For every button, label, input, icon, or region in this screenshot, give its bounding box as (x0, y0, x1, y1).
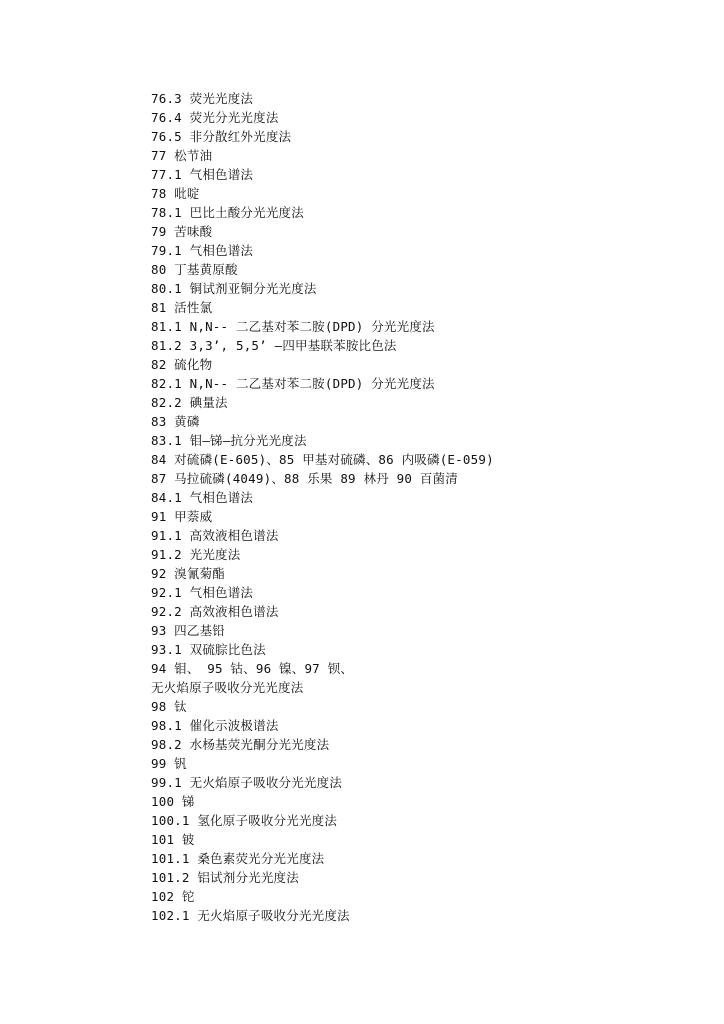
list-line: 78.1 巴比土酸分光光度法 (151, 205, 304, 220)
list-line: 102 铊 (151, 889, 195, 904)
list-line: 无火焰原子吸收分光光度法 (151, 680, 304, 695)
list-line: 82.1 N,N-- 二乙基对苯二胺(DPD) 分光光度法 (151, 376, 435, 391)
list-line: 77 松节油 (151, 148, 213, 163)
method-list (151, 89, 711, 925)
list-line: 92 溴氰菊酯 (151, 566, 225, 581)
list-line: 94 钼、 95 钴、96 镍、97 钡、 (151, 661, 354, 676)
list-line: 91.1 高效液相色谱法 (151, 528, 279, 543)
list-line: 84 对硫磷(E-605)、85 甲基对硫磷、86 内吸磷(E-059) (151, 452, 494, 467)
list-line: 80.1 铜试剂亚铜分光光度法 (151, 281, 317, 296)
list-line: 98.1 催化示波极谱法 (151, 718, 279, 733)
list-line: 79.1 气相色谱法 (151, 243, 254, 258)
list-line: 100.1 氢化原子吸收分光光度法 (151, 813, 338, 828)
list-line: 100 锑 (151, 794, 195, 809)
list-line: 91.2 光光度法 (151, 547, 241, 562)
list-line: 76.3 荧光光度法 (151, 91, 254, 106)
list-line: 91 甲萘威 (151, 509, 213, 524)
list-line: 80 丁基黄原酸 (151, 262, 238, 277)
list-line: 99 钒 (151, 756, 187, 771)
list-line: 93.1 双硫腙比色法 (151, 642, 266, 657)
list-line: 92.1 气相色谱法 (151, 585, 254, 600)
list-line: 83 黄磷 (151, 414, 200, 429)
list-line: 98 钛 (151, 699, 187, 714)
list-line: 102.1 无火焰原子吸收分光光度法 (151, 908, 350, 923)
list-line: 81 活性氯 (151, 300, 213, 315)
list-line: 78 吡啶 (151, 186, 200, 201)
list-line: 93 四乙基铅 (151, 623, 225, 638)
list-line: 87 马拉硫磷(4049)、88 乐果 89 林丹 90 百菌清 (151, 471, 458, 486)
list-line: 83.1 钼—锑—抗分光光度法 (151, 433, 307, 448)
list-line: 79 苦味酸 (151, 224, 213, 239)
list-line: 84.1 气相色谱法 (151, 490, 254, 505)
list-line: 82 硫化物 (151, 357, 213, 372)
list-line: 98.2 水杨基荧光酮分光光度法 (151, 737, 330, 752)
list-line: 101.1 桑色素荧光分光光度法 (151, 851, 325, 866)
list-line: 101.2 铝试剂分光光度法 (151, 870, 299, 885)
list-line: 76.4 荧光分光光度法 (151, 110, 279, 125)
list-line: 101 铍 (151, 832, 195, 847)
list-line: 76.5 非分散红外光度法 (151, 129, 292, 144)
list-line: 77.1 气相色谱法 (151, 167, 254, 182)
list-line: 82.2 碘量法 (151, 395, 228, 410)
list-line: 81.2 3,3’, 5,5’ –四甲基联苯胺比色法 (151, 338, 397, 353)
list-line: 81.1 N,N-- 二乙基对苯二胺(DPD) 分光光度法 (151, 319, 435, 334)
list-line: 92.2 高效液相色谱法 (151, 604, 279, 619)
list-line: 99.1 无火焰原子吸收分光光度法 (151, 775, 343, 790)
